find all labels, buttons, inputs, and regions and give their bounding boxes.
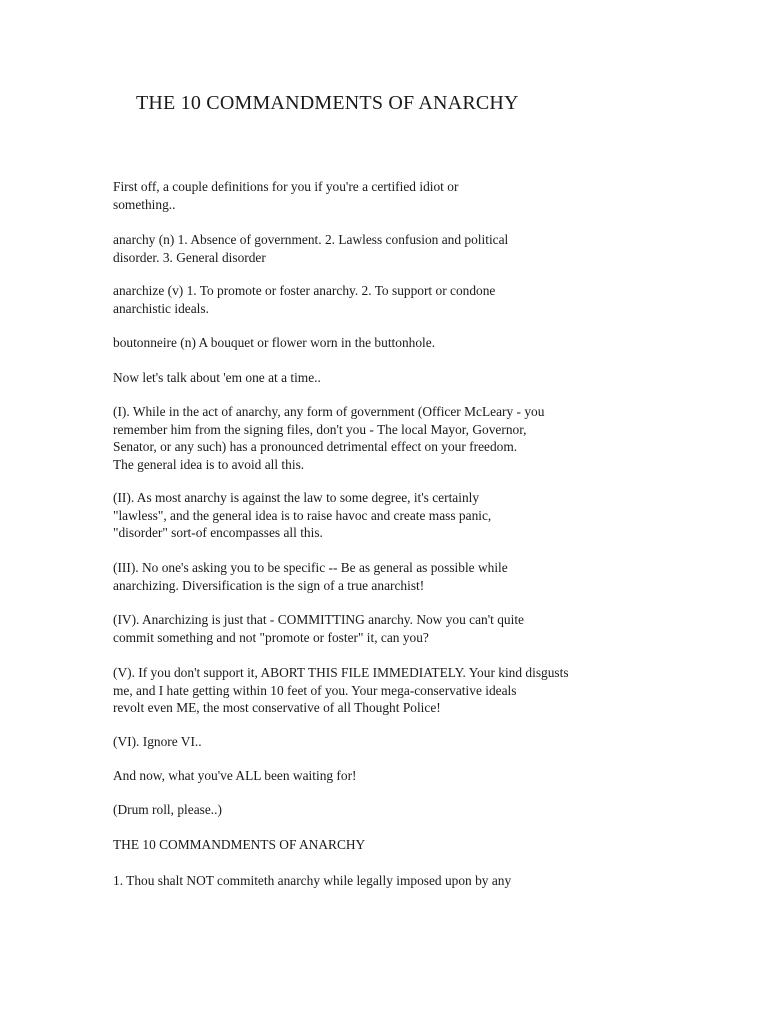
text-line: Now let's talk about 'em one at a time.. — [113, 370, 321, 385]
text-line: remember him from the signing files, don't you - The local Mayor, Governor, — [113, 421, 527, 437]
paragraph-section-iv — [113, 611, 673, 646]
text-line: commit something and not "promote or foster" it, can you? — [113, 629, 429, 645]
paragraph-section-v — [113, 664, 673, 717]
text-line: me, and I hate getting within 10 feet of you. Your mega-conservative ideals — [113, 682, 517, 698]
paragraph-definition-anarchy — [113, 231, 673, 266]
text-line: (Drum roll, please..) — [113, 802, 222, 817]
paragraph-section-ii — [113, 489, 673, 542]
text-line: And now, what you've ALL been waiting for! — [113, 768, 357, 783]
text-line: boutonneire (n) A bouquet or flower worn in the buttonhole. — [113, 335, 436, 350]
paragraph-definition-anarchize — [113, 282, 673, 317]
document-title: THE 10 COMMANDMENTS OF ANARCHY — [136, 92, 519, 114]
text-line: anarchy (n) 1. Absence of government. 2. Lawless confusion and political — [113, 232, 509, 247]
text-line: The general idea is to avoid all this. — [113, 456, 305, 472]
paragraph-definition-boutonneire — [113, 334, 673, 352]
text-line: anarchistic ideals. — [113, 300, 209, 316]
text-line: Senator, or any such) has a pronounced detrimental effect on your freedom. — [113, 439, 518, 454]
paragraph-one-at-a-time — [113, 369, 673, 387]
commandments-heading — [113, 836, 673, 854]
text-line: (I). While in the act of anarchy, any form of government (Officer McLeary - you — [113, 404, 545, 419]
text-line: (IV). Anarchizing is just that - COMMITTING anarchy. Now you can't quite — [113, 612, 524, 627]
paragraph-intro — [113, 178, 673, 213]
text-line: revolt even ME, the most conservative of all Thought Police! — [113, 700, 441, 715]
text-line: (V). If you don't support it, ABORT THIS FILE IMMEDIATELY. Your kind disgusts — [113, 665, 569, 680]
text-line: disorder. 3. General disorder — [113, 249, 266, 265]
paragraph-waiting — [113, 767, 673, 785]
text-line: anarchizing. Diversification is the sign of a true anarchist! — [113, 577, 425, 593]
text-line: (VI). Ignore VI.. — [113, 734, 202, 749]
text-line: THE 10 COMMANDMENTS OF ANARCHY — [113, 837, 366, 852]
text-line: "lawless", and the general idea is to raise havoc and create mass panic, — [113, 507, 492, 523]
text-line: anarchize (v) 1. To promote or foster anarchy. 2. To support or condone — [113, 283, 496, 298]
text-line: 1. Thou shalt NOT commiteth anarchy while legally imposed upon by any — [113, 873, 512, 888]
paragraph-section-iii — [113, 559, 673, 594]
commandment-1 — [113, 872, 673, 890]
paragraph-section-vi — [113, 733, 673, 751]
text-line: "disorder" sort-of encompasses all this. — [113, 525, 323, 540]
paragraph-section-i — [113, 403, 673, 473]
text-line: something.. — [113, 196, 176, 212]
text-line: (III). No one's asking you to be specific -- Be as general as possible while — [113, 560, 508, 575]
text-line: First off, a couple definitions for you if you're a certified idiot or — [113, 179, 459, 194]
paragraph-drum-roll — [113, 801, 673, 819]
text-line: (II). As most anarchy is against the law to some degree, it's certainly — [113, 490, 480, 505]
